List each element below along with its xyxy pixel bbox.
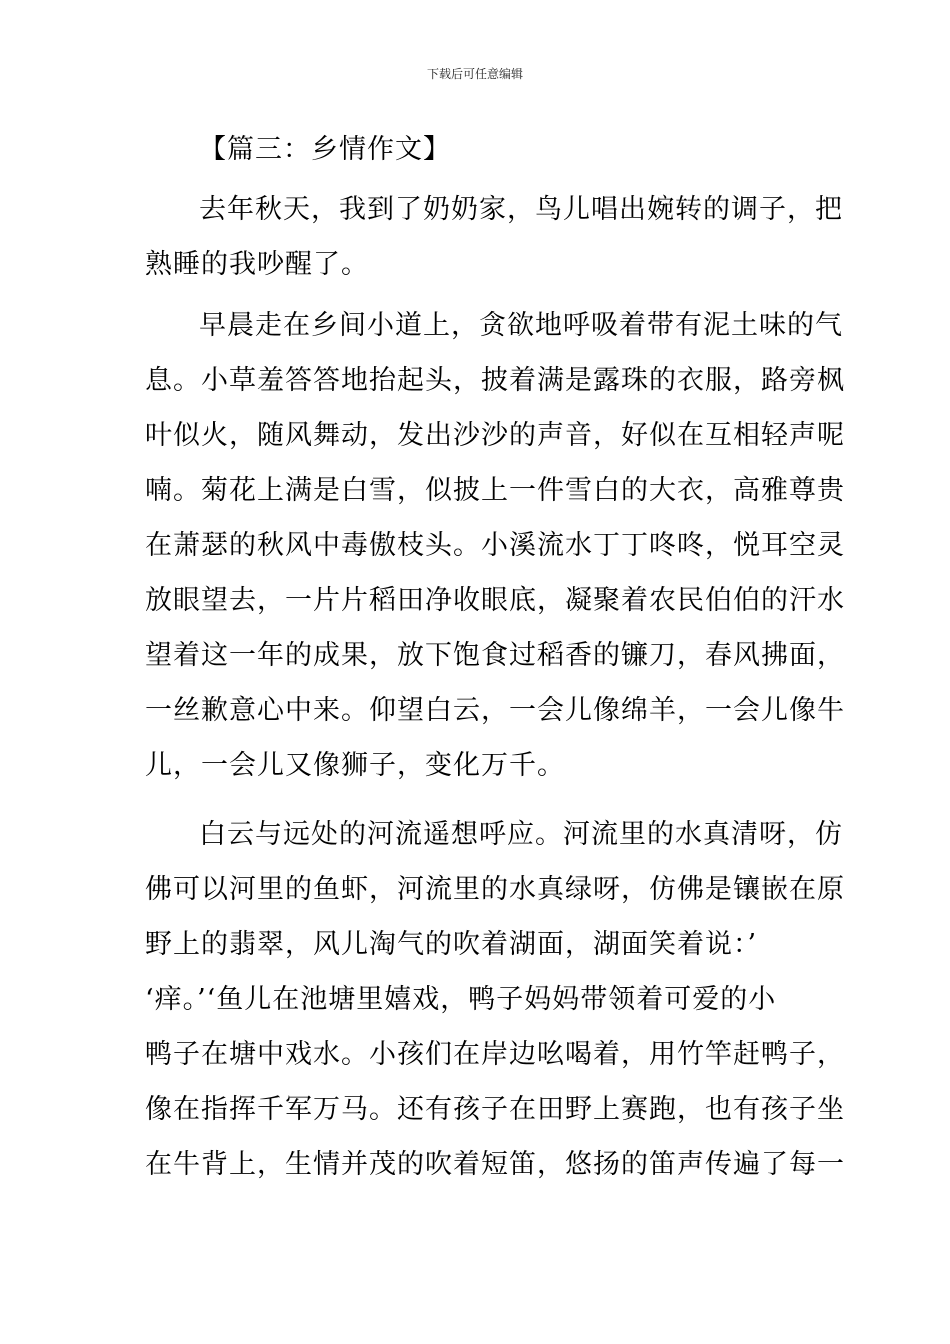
text-line: 息。小草羞答答地抬起头，披着满是露珠的衣服，路旁枫 [145,365,845,396]
text-line: 去年秋天，我到了奶奶家，鸟儿唱出婉转的调子，把 [199,194,843,225]
text-line: 像在指挥千军万马。还有孩子在田野上赛跑，也有孩子坐 [145,1094,845,1125]
text-line: 鸭子在塘中戏水。小孩们在岸边吆喝着，用竹竿赶鸭子， [145,1039,845,1070]
text-line: 儿，一会儿又像狮子，变化万千。 [145,750,565,781]
text-line: ‘痒。’‘鱼儿在池塘里嬉戏，鸭子妈妈带领着可爱的小 [145,984,777,1015]
text-line: 熟睡的我吵醒了。 [145,249,369,280]
text-line: 野上的翡翠，风儿淘气的吹着湖面，湖面笑着说：’ [145,929,758,960]
text-line: 佛可以河里的鱼虾，河流里的水真绿呀，仿佛是镶嵌在原 [145,874,845,905]
text-line: 在牛背上，生情并茂的吹着短笛，悠扬的笛声传遍了每一 [145,1149,845,1180]
page-header-note: 下载后可任意编辑 [426,67,523,81]
text-line: 在萧瑟的秋风中毒傲枝头。小溪流水丁丁咚咚，悦耳空灵 [145,530,845,561]
text-line: 望着这一年的成果，放下饱食过稻香的镰刀，春风拂面， [145,640,845,671]
text-line: 放眼望去，一片片稻田净收眼底，凝聚着农民伯伯的汗水 [145,585,845,616]
text-line: 喃。菊花上满是白雪，似披上一件雪白的大衣，高雅尊贵 [145,475,845,506]
section-title: 【篇三：乡情作文】 [199,134,451,165]
text-line: 一丝歉意心中来。仰望白云，一会儿像绵羊，一会儿像牛 [145,695,845,726]
text-line: 叶似火，随风舞动，发出沙沙的声音，好似在互相轻声呢 [145,420,845,451]
text-line: 白云与远处的河流遥想呼应。河流里的水真清呀，仿 [199,819,843,850]
text-line: 早晨走在乡间小道上，贪欲地呼吸着带有泥土味的气 [199,310,843,341]
